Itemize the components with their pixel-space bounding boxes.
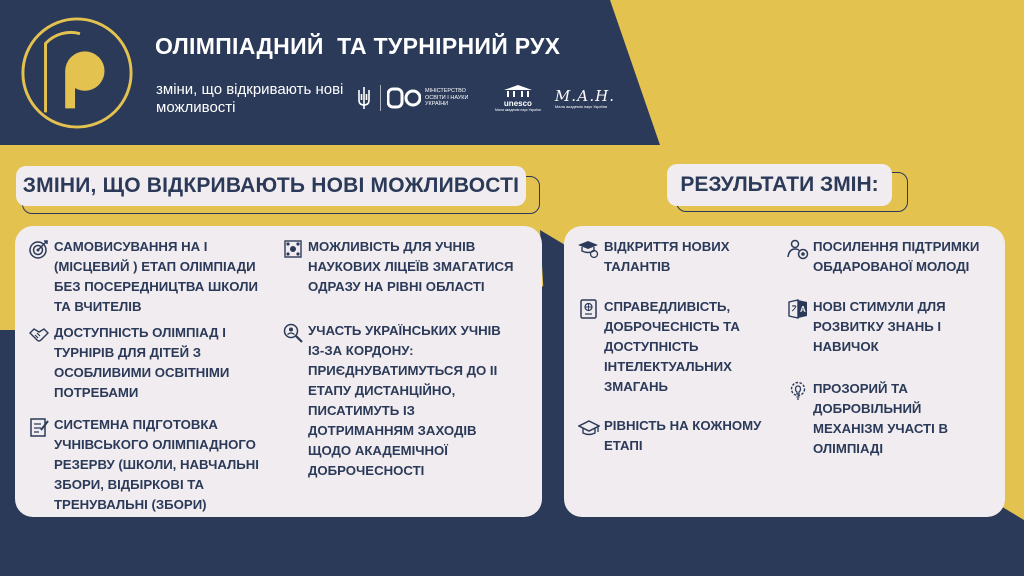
list-item [578,416,773,456]
ministry-name: МІНІСТЕРСТВО ОСВІТИ І НАУКИ УКРАЇНИ [425,88,469,108]
list-item-text: РІВНІСТЬ НА КОЖНОМУ ЕТАПІ [604,418,762,453]
unesco-subtitle: Мала академія наук України [495,108,541,112]
list-item [28,237,268,317]
olympiad-logo-icon [18,14,136,132]
list-item-text: НОВІ СТИМУЛИ ДЛЯ РОЗВИТКУ ЗНАНЬ І НАВИЧОК [813,299,946,354]
unesco-logo [495,84,541,112]
list-item-text: САМОВИСУВАННЯ НА І (МІСЦЕВИЙ ) ЕТАП ОЛІМПІАДИ БЕЗ ПОСЕРЕДНИЦТВА ШКОЛИ ТА ВЧИТЕЛІВ [54,239,258,314]
svg-text:A: A [800,305,806,314]
list-item-text: СИСТЕМНА ПІДГОТОВКА УЧНІВСЬКОГО ОЛІМПІАДНОГО РЕЗЕРВУ (ШКОЛИ, НАВЧАЛЬНІ ЗБОРИ, ВІДБІРКОВІ ТА ТРЕНУВАЛЬНІ (ЗБОРИ) [54,417,259,512]
list-item [787,379,962,459]
user-support-icon [787,238,809,260]
list-item [578,237,738,277]
list-item-text: ДОСТУПНІСТЬ ОЛІМПІАД І ТУРНІРІВ ДЛЯ ДІТЕЙ З ОСОБЛИВИМИ ОСВІТНІМИ ПОТРЕБАМИ [54,325,230,400]
list-item-text: СПРАВЕДЛИВІСТЬ, ДОБРОЧЕСНІСТЬ ТА ДОСТУПНІСТЬ ІНТЕЛЕКТУАЛЬНИХ ЗМАГАНЬ [604,299,740,394]
passport-icon [578,298,600,320]
list-item [282,237,522,297]
checklist-icon [28,416,50,438]
gear-lightbulb-icon [787,380,809,402]
list-item [282,321,512,481]
page-subtitle: зміни, що відкривають нові можливості [156,81,344,116]
divider [380,85,381,111]
list-item [787,237,997,277]
partner-logos [356,80,615,116]
network-icon [282,238,304,260]
list-item [787,297,962,357]
unesco-label: unesco [503,99,532,108]
list-item [28,415,264,515]
man-subtitle: Мала академія наук України [554,103,608,109]
handshake-icon [28,324,50,346]
page-title: ОЛІМПІАДНИЙ ТА ТУРНІРНИЙ РУХ [155,33,561,59]
temple-icon [503,84,533,98]
translate-book-icon [787,298,809,320]
graduation-cap-icon [578,417,600,439]
search-person-icon [282,322,304,344]
list-item [578,297,748,397]
trident-icon [356,86,372,110]
right-section-heading: РЕЗУЛЬТАТИ ЗМІН: [667,164,892,206]
man-label: М.А.Н. [554,86,615,105]
ministry-logo-icon [387,87,421,109]
graduate-award-icon [578,238,600,260]
list-item-text: ПРОЗОРИЙ ТА ДОБРОВІЛЬНИЙ МЕХАНІЗМ УЧАСТІ В ОЛІМПІАДІ [813,381,948,456]
target-icon [28,238,50,260]
list-item [28,323,243,403]
left-section-heading: ЗМІНИ, ЩО ВІДКРИВАЮТЬ НОВІ МОЖЛИВОСТІ [16,166,526,206]
list-item-text: УЧАСТЬ УКРАЇНСЬКИХ УЧНІВ ІЗ-ЗА КОРДОНУ: ПРИЄДНУВАТИМУТЬСЯ ДО ІІ ЕТАПУ ДИСТАНЦІЙНО, ПИСАТИМУТЬ ІЗ ДОТРИМАННЯМ ЗАХОДІВ ЩОДО АКАДЕМІЧНОЇ ДОБРОЧЕСНОСТІ [308,323,501,478]
list-item-text: МОЖЛИВІСТЬ ДЛЯ УЧНІВ НАУКОВИХ ЛІЦЕЇВ ЗМАГАТИСЯ ОДРАЗУ НА РІВНІ ОБЛАСТІ [308,239,514,294]
list-item-text: ВІДКРИТТЯ НОВИХ ТАЛАНТІВ [604,239,730,274]
man-logo [555,88,615,109]
list-item-text: ПОСИЛЕННЯ ПІДТРИМКИ ОБДАРОВАНОЇ МОЛОДІ [813,239,980,274]
